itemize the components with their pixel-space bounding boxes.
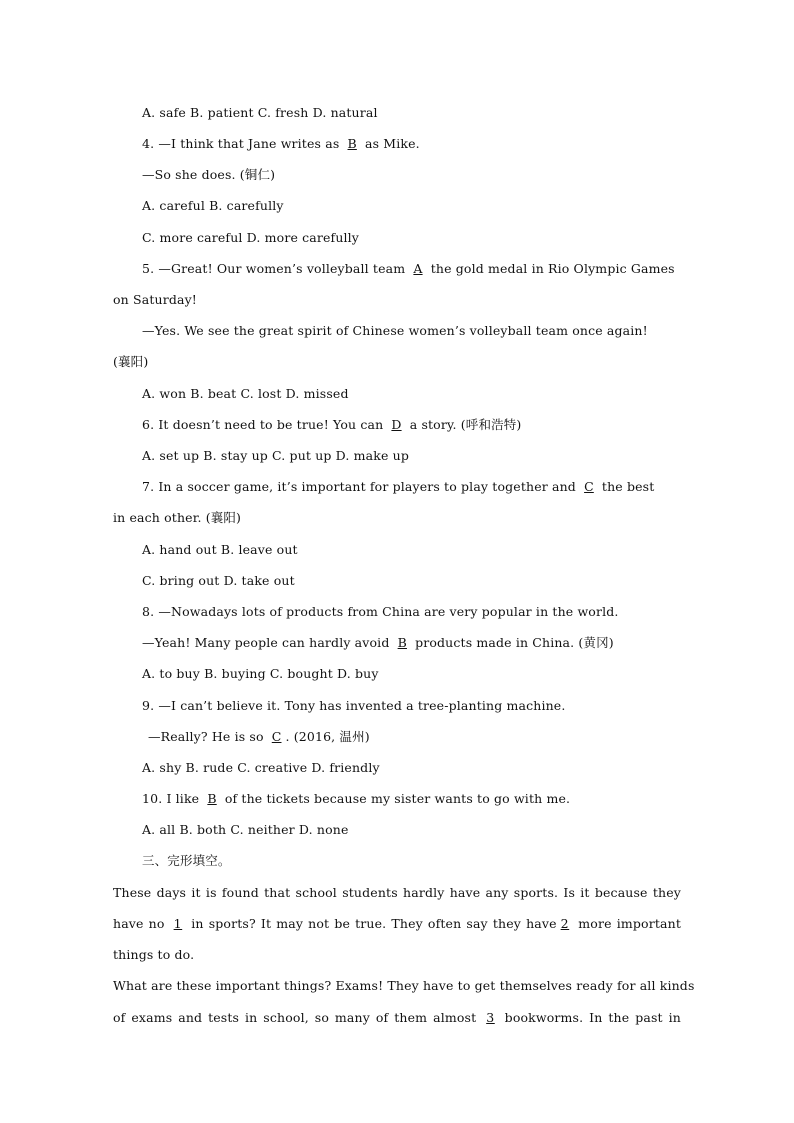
q6-stem: 6. It doesn’t need to be true! You can xyxy=(142,417,388,432)
q8-reply-start: —Yeah! Many people can hardly avoid xyxy=(142,635,394,650)
q8-reply xyxy=(142,635,614,651)
q5-options: A. won B. beat C. lost D. missed xyxy=(142,386,349,401)
q5-stem-continued: on Saturday! xyxy=(113,292,197,307)
q7-options-2: C. bring out D. take out xyxy=(142,573,295,588)
cloze-blank-1: 1 xyxy=(173,916,183,931)
q7-answer-blank: C xyxy=(584,479,594,494)
q7-stem-end: the best xyxy=(597,479,655,494)
passage-line-5-start: of exams and tests in school, so many of them almost xyxy=(113,1010,483,1025)
passage-line-5 xyxy=(113,1010,681,1026)
passage-line-1: These days it is found that school students hardly have any sports. Is it because they xyxy=(113,885,681,900)
q6-answer-blank: D xyxy=(391,417,402,432)
question-7 xyxy=(142,479,654,495)
question-4 xyxy=(142,136,420,152)
q5-answer-blank: A xyxy=(413,261,423,276)
q4-reply: —So she does. (铜仁) xyxy=(142,167,276,182)
passage-line-2-end: more important xyxy=(573,916,681,931)
q9-options: A. shy B. rude C. creative D. friendly xyxy=(142,760,380,775)
q9-reply-end: . (2016, 温州) xyxy=(285,729,370,744)
q8-options: A. to buy B. buying C. bought D. buy xyxy=(142,666,379,681)
q3-options: A. safe B. patient C. fresh D. natural xyxy=(142,105,378,120)
passage-line-5-end: bookworms. In the past in xyxy=(498,1010,681,1025)
section-3-heading: 三、完形填空。 xyxy=(142,853,231,868)
q10-answer-blank: B xyxy=(207,791,217,806)
q4-stem-end: as Mike. xyxy=(360,136,420,151)
passage-line-4: What are these important things? Exams! They have to get themselves ready for all kinds xyxy=(113,978,695,993)
passage-line-3: things to do. xyxy=(113,947,195,962)
q6-stem-end: a story. (呼和浩特) xyxy=(405,417,522,432)
q6-options: A. set up B. stay up C. put up D. make up xyxy=(142,448,410,463)
q9-reply-start: —Really? He is so xyxy=(148,729,268,744)
q5-reply: —Yes. We see the great spirit of Chinese women’s volleyball team once again! xyxy=(142,323,648,338)
q5-stem-end: the gold medal in Rio Olympic Games xyxy=(426,261,675,276)
q9-answer-blank: C xyxy=(271,729,282,744)
q10-stem-end: of the tickets because my sister wants to go with me. xyxy=(220,791,571,806)
q4-answer-blank: B xyxy=(347,136,357,151)
q5-source: (襄阳) xyxy=(113,354,149,369)
question-5 xyxy=(142,261,675,277)
q5-stem: 5. —Great! Our women’s volleyball team xyxy=(142,261,410,276)
q9-reply xyxy=(148,729,370,745)
q10-stem: 10. I like xyxy=(142,791,204,806)
passage-line-2-mid: in sports? It may not be true. They often say they have xyxy=(186,916,557,931)
q4-stem: 4. —I think that Jane writes as xyxy=(142,136,344,151)
cloze-blank-2: 2 xyxy=(560,916,570,931)
question-6 xyxy=(142,417,521,433)
q8-reply-end: products made in China. (黄冈) xyxy=(410,635,614,650)
cloze-blank-3: 3 xyxy=(486,1010,495,1025)
question-9: 9. —I can’t believe it. Tony has invented a tree-planting machine. xyxy=(142,698,566,713)
q10-options: A. all B. both C. neither D. none xyxy=(142,822,349,837)
q4-options-2: C. more careful D. more carefully xyxy=(142,230,360,245)
passage-line-2 xyxy=(113,916,681,932)
q7-stem-continued: in each other. (襄阳) xyxy=(113,510,242,525)
passage-line-2-start: have no xyxy=(113,916,170,931)
question-8: 8. —Nowadays lots of products from China are very popular in the world. xyxy=(142,604,619,619)
q8-answer-blank: B xyxy=(397,635,407,650)
q7-stem: 7. In a soccer game, it’s important for players to play together and xyxy=(142,479,581,494)
q7-options-1: A. hand out B. leave out xyxy=(142,542,298,557)
question-10 xyxy=(142,791,570,807)
q4-options-1: A. careful B. carefully xyxy=(142,198,284,213)
